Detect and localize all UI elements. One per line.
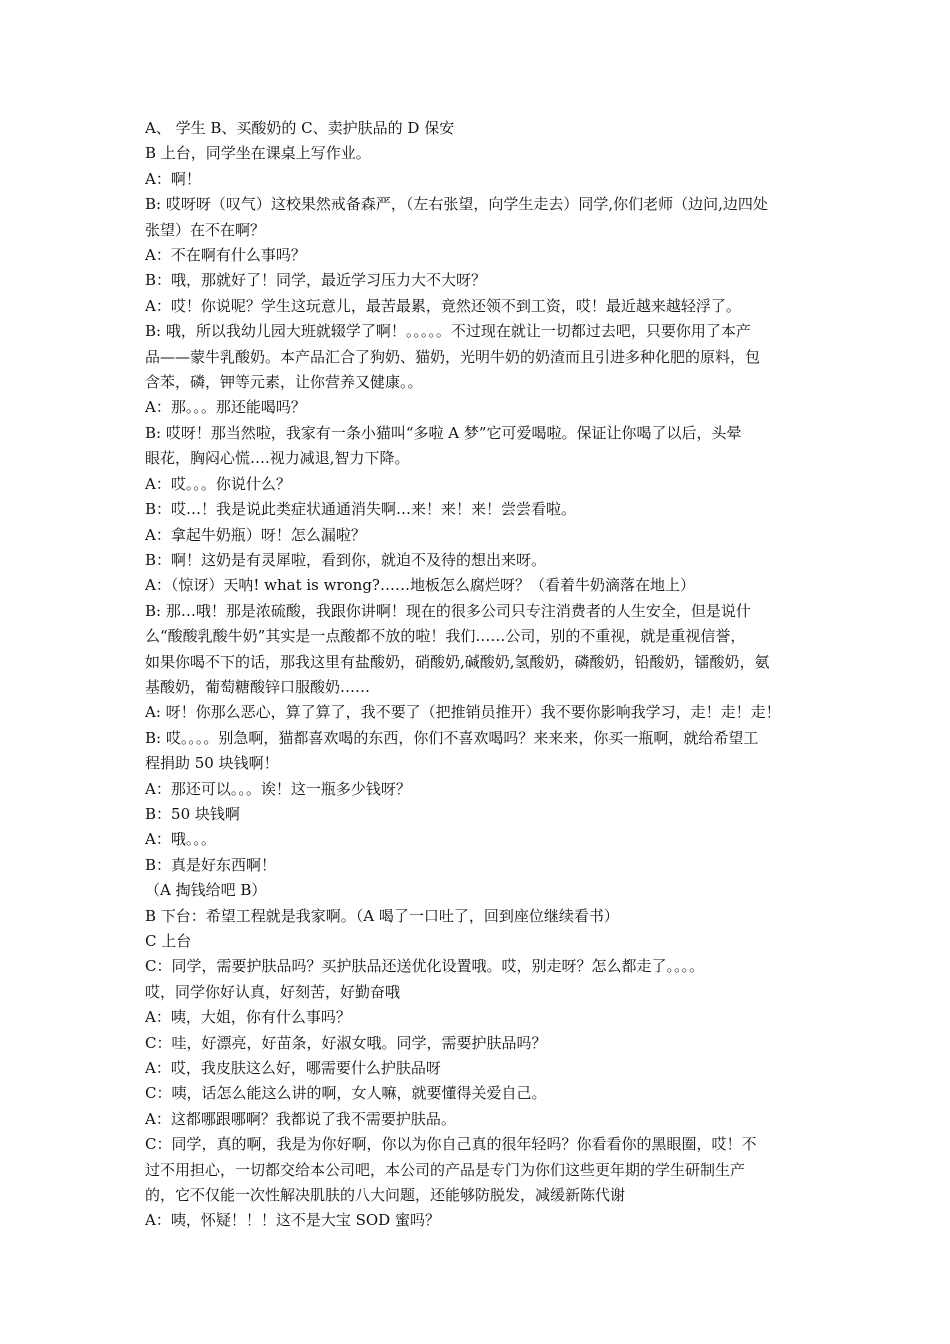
text-line: 基酸奶，葡萄糖酸锌口服酸奶…… <box>145 677 371 696</box>
text-line: B: 哦，所以我幼儿园大班就辍学了啊！。。。。。不过现在就让一切都过去吧，只要你用了本产 <box>145 322 751 341</box>
text-line: B: 哎呀呀（叹气）这校果然戒备森严，（左右张望，向学生走去）同学,你们老师（边问,边四处 <box>145 195 768 214</box>
document-page <box>145 116 817 1234</box>
text-line: C：同学，真的啊，我是为你好啊，你以为你自己真的很年轻吗？你看看你的黑眼圈，哎！不 <box>145 1135 757 1154</box>
text-line: A：不在啊有什么事吗？ <box>145 246 306 265</box>
text-line: A：这都哪跟哪啊？我都说了我不需要护肤品。 <box>145 1109 456 1128</box>
text-line: C：哇，好漂亮，好苗条，好淑女哦。同学，需要护肤品吗？ <box>145 1033 547 1052</box>
text-line: B 上台，同学坐在课桌上写作业。 <box>145 144 371 163</box>
text-line: B 下台：希望工程就是我家啊。（A 喝了一口吐了，回到座位继续看书） <box>145 906 619 925</box>
text-line: B：哎…！我是说此类症状通通消失啊…来！来！来！尝尝看啦。 <box>145 500 577 519</box>
text-line: B: 哎。。。。别急啊，猫都喜欢喝的东西，你们不喜欢喝吗？来来来，你买一瓶啊，就给希望工 <box>145 728 759 747</box>
text-line: C：同学，需要护肤品吗？买护肤品还送优化设置哦。哎，别走呀？怎么都走了。。。。 <box>145 957 704 976</box>
text-line: 含苯，磷，钾等元素，让你营养又健康。。 <box>145 373 423 392</box>
text-line: A：（惊讶）天呐! what is wrong?……地板怎么腐烂呀？（看着牛奶滴落在地上） <box>145 576 695 595</box>
text-line: A：那。。。那还能喝吗？ <box>145 398 306 417</box>
text-line: 么“酸酸乳酸牛奶”其实是一点酸都不放的啦！我们……公司，别的不重视，就是重视信誉， <box>145 627 746 646</box>
text-line: A：哎！你说呢？学生这玩意儿，最苦最累，竟然还领不到工资，哎！最近越来越轻浮了。 <box>145 296 741 315</box>
text-line: 如果你喝不下的话，那我这里有盐酸奶，硝酸奶,碱酸奶,氢酸奶，磷酸奶，铅酸奶，镭酸奶，氨 <box>145 652 770 671</box>
text-line: 张望）在不在啊？ <box>145 220 266 239</box>
text-line: 过不用担心，一切都交给本公司吧，本公司的产品是专门为你们这些更年期的学生研制生产 <box>145 1160 746 1179</box>
text-line: A：那还可以。。。诶！这一瓶多少钱呀？ <box>145 779 411 798</box>
text-line: B：真是好东西啊！ <box>145 855 277 874</box>
text-line: 品——蒙牛乳酸奶。本产品汇合了狗奶、猫奶，光明牛奶的奶渣而且引进多种化肥的原料，包 <box>145 347 761 366</box>
text-line: C：咦，话怎么能这么讲的啊，女人嘛，就要懂得关爱自己。 <box>145 1084 547 1103</box>
text-line: （A 掏钱给吧 B） <box>145 881 267 900</box>
text-line: B: 那…哦！那是浓硫酸，我跟你讲啊！现在的很多公司只专注消费者的人生安全，但是说什 <box>145 601 751 620</box>
text-line: B：50 块钱啊 <box>145 804 240 823</box>
text-line: 哎，同学你好认真，好刻苦，好勤奋哦 <box>145 982 401 1001</box>
text-line: 眼花，胸闷心慌….视力减退,智力下降。 <box>145 449 410 468</box>
text-line: A：哦。。。 <box>145 830 216 849</box>
text-line: A：咦，怀疑！！！这不是大宝 SOD 蜜吗？ <box>145 1211 440 1230</box>
text-line: A：拿起牛奶瓶）呀！怎么漏啦？ <box>145 525 366 544</box>
text-line: B：哦，那就好了！同学，最近学习压力大不大呀？ <box>145 271 487 290</box>
text-line: 的，它不仅能一次性解决肌肤的八大问题，还能够防脱发，减缓新陈代谢 <box>145 1186 626 1205</box>
text-line: A：咦，大姐，你有什么事吗？ <box>145 1008 351 1027</box>
text-line: B: 哎呀！那当然啦，我家有一条小猫叫“多啦 A 梦”它可爱喝啦。保证让你喝了以后，头晕 <box>145 423 742 442</box>
text-line: A：啊！ <box>145 169 201 188</box>
text-line: A：哎，我皮肤这么好，哪需要什么护肤品呀 <box>145 1059 441 1078</box>
text-line: A、 学生 B、买酸奶的 C、卖护肤品的 D 保安 <box>145 119 455 137</box>
text-line: A: 呀！你那么恶心，算了算了，我不要了（把推销员推开）我不要你影响我学习，走！走！走！ <box>145 703 781 722</box>
text-line: 程捐助 50 块钱啊！ <box>145 754 279 773</box>
text-line: B：啊！这奶是有灵犀啦，看到你，就迫不及待的想出来呀。 <box>145 550 547 569</box>
text-line: C 上台 <box>145 932 192 950</box>
text-line: A：哎。。。你说什么？ <box>145 474 291 493</box>
